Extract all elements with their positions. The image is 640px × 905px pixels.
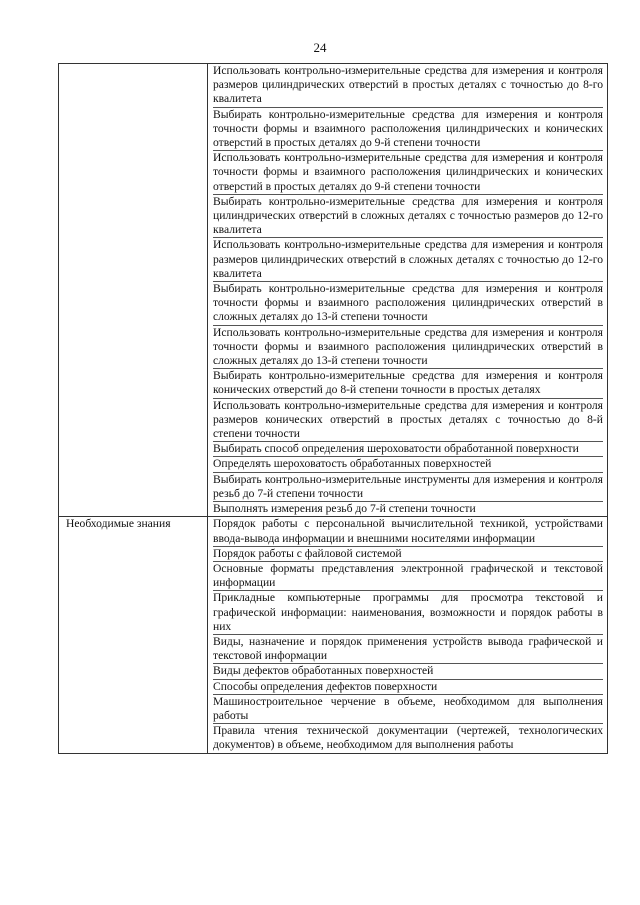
list-item: Определять шероховатость обработанных поверхностей <box>213 457 603 472</box>
list-item: Выбирать контрольно-измерительные средства для измерения и контроля конических отверстий до 8-й степени точности в простых деталях <box>213 369 603 398</box>
list-item: Выбирать контрольно-измерительные инструменты для измерения и контроля резьб до 7-й степени точности <box>213 473 603 502</box>
list-item: Выбирать контрольно-измерительные средства для измерения и контроля точности формы и взаимного расположения цилиндрических и конических отверстий в простых деталях до 9-й степени точности <box>213 108 603 152</box>
list-item: Машиностроительное черчение в объеме, необходимом для выполнения работы <box>213 695 603 724</box>
list-item: Выбирать контрольно-измерительные средства для измерения и контроля цилиндрических отверстий в сложных деталях с точностью размеров до 12-го квалитета <box>213 195 603 239</box>
list-item: Виды, назначение и порядок применения устройств вывода графической и текстовой информации <box>213 635 603 664</box>
list-item: Использовать контрольно-измерительные средства для измерения и контроля размеров цилиндрических отверстий в простых деталях с точностью до 8-го квалитета <box>213 64 603 108</box>
list-item: Использовать контрольно-измерительные средства для измерения и контроля точности формы и взаимного расположения цилиндрических отверстий в сложных деталях до 13-й степени точности <box>213 326 603 370</box>
skills-row <box>59 64 608 517</box>
list-item: Порядок работы с персональной вычислительной техникой, устройствами ввода-вывода информации и внешними носителями информации <box>213 517 603 546</box>
list-item: Использовать контрольно-измерительные средства для измерения и контроля размеров цилиндрических отверстий в сложных деталях с точностью до 12-го квалитета <box>213 238 603 282</box>
list-item: Выполнять измерения резьб до 7-й степени точности <box>213 502 476 516</box>
list-item: Основные форматы представления электронной графической и текстовой информации <box>213 562 603 591</box>
list-item: Способы определения дефектов поверхности <box>213 680 603 695</box>
list-item: Использовать контрольно-измерительные средства для измерения и контроля размеров конических отверстий в простых деталях с точностью до 8-й степени точности <box>213 399 603 443</box>
list-item: Выбирать способ определения шероховатости обработанной поверхности <box>213 442 603 457</box>
page-number: 24 <box>313 40 327 55</box>
list-item: Виды дефектов обработанных поверхностей <box>213 664 603 679</box>
knowledge-items-cell <box>208 517 608 753</box>
list-item: Выбирать контрольно-измерительные средства для измерения и контроля точности формы и взаимного расположения цилиндрических отверстий в сложных деталях до 13-й степени точности <box>213 282 603 326</box>
knowledge-row <box>59 517 608 753</box>
skills-label-cell <box>59 64 208 517</box>
list-item: Порядок работы с файловой системой <box>213 547 603 562</box>
requirements-table <box>58 63 608 754</box>
knowledge-label-cell <box>59 517 208 753</box>
knowledge-label: Необходимые знания <box>66 517 171 531</box>
list-item: Прикладные компьютерные программы для просмотра текстовой и графической информации: наименования, возможности и порядок работы в них <box>213 591 603 635</box>
list-item: Правила чтения технической документации (чертежей, технологических документов) в объеме, необходимом для выполнения работы <box>213 724 603 752</box>
list-item: Использовать контрольно-измерительные средства для измерения и контроля точности формы и взаимного расположения цилиндрических и конических отверстий в простых деталях до 9-й степени точности <box>213 151 603 195</box>
skills-items-cell <box>208 64 608 517</box>
